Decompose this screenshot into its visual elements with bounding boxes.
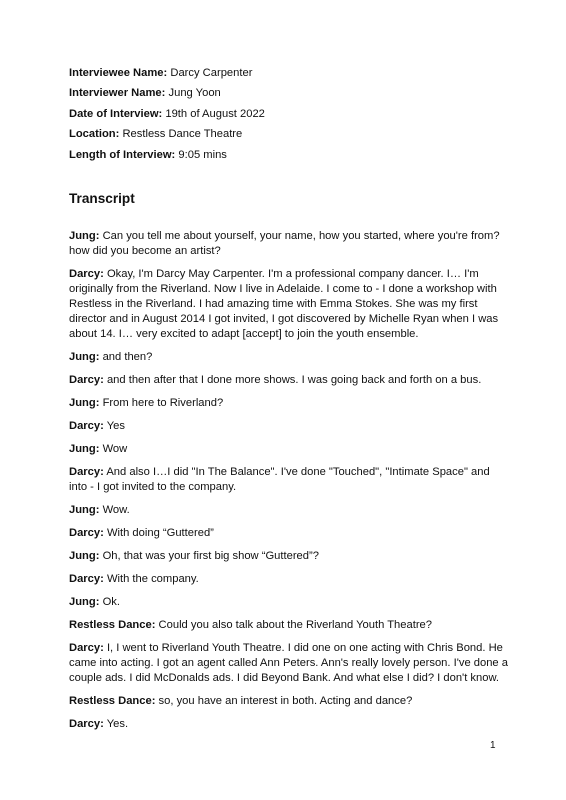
meta-label: Date of Interview: bbox=[69, 107, 163, 120]
transcript-turn bbox=[69, 618, 509, 633]
speaker-label: Darcy: bbox=[69, 466, 104, 478]
meta-value: 19th of August 2022 bbox=[165, 107, 265, 120]
speaker-label: Jung: bbox=[69, 504, 100, 516]
meta-value: Restless Dance Theatre bbox=[122, 128, 243, 141]
speaker-label: Darcy: bbox=[69, 420, 104, 432]
utterance: Could you also talk about the Riverland Youth Theatre? bbox=[158, 619, 432, 631]
utterance: Can you tell me about yourself, your name, how you started, where you're from? how did you become an artist? bbox=[69, 230, 500, 257]
page-number: 1 bbox=[490, 740, 496, 751]
meta-location bbox=[69, 127, 265, 147]
transcript-turn bbox=[69, 267, 509, 342]
meta-label: Interviewee Name: bbox=[69, 67, 168, 79]
speaker-label: Darcy: bbox=[69, 718, 104, 730]
transcript-turn bbox=[69, 526, 509, 541]
utterance: Ok. bbox=[102, 596, 120, 608]
utterance: Yes bbox=[106, 420, 125, 432]
transcript-heading: Transcript bbox=[69, 191, 135, 206]
transcript-turn bbox=[69, 572, 509, 587]
transcript-turn bbox=[69, 465, 509, 495]
meta-value: Jung Yoon bbox=[168, 87, 221, 100]
transcript-turn bbox=[69, 350, 509, 365]
utterance: I, I went to Riverland Youth Theatre. I did one on one acting with Chris Bond. He came into acting. I got an agent called Ann Peters. Ann's really lovely person. I've done a couple ads. I did McDonalds ads. I did Beyond Bank. And what else I did? I don't know. bbox=[69, 642, 508, 684]
transcript-turn bbox=[69, 442, 509, 457]
meta-value: Darcy Carpenter bbox=[170, 67, 253, 79]
meta-date bbox=[69, 107, 265, 127]
meta-value: 9:05 mins bbox=[178, 148, 227, 161]
utterance: Yes. bbox=[106, 718, 129, 730]
meta-label: Length of Interview: bbox=[69, 148, 176, 161]
transcript-turn bbox=[69, 419, 509, 434]
speaker-label: Darcy: bbox=[69, 527, 104, 539]
transcript-turn bbox=[69, 373, 509, 388]
transcript-turn bbox=[69, 595, 509, 610]
transcript-turn bbox=[69, 717, 509, 732]
speaker-label: Jung: bbox=[69, 596, 100, 608]
utterance: Okay, I'm Darcy May Carpenter. I'm a professional company dancer. I… I'm originally from the Riverland. Now I live in Adelaide. I come to - I done a workshop with Restless in the Riverland. I had amazing time with Emma Stokes. She was my first director and in August 2014 I got invited, I got discovered by Michelle Ryan when I was about 14. I… very excited to adapt [accept] to join the youth ensemble. bbox=[69, 268, 499, 340]
utterance: With doing “Guttered” bbox=[106, 527, 214, 539]
utterance: From here to Riverland? bbox=[102, 397, 224, 409]
transcript-turn bbox=[69, 641, 509, 686]
speaker-label: Restless Dance: bbox=[69, 695, 156, 707]
utterance: and then after that I done more shows. I was going back and forth on a bus. bbox=[106, 374, 482, 386]
speaker-label: Jung: bbox=[69, 351, 100, 363]
speaker-label: Jung: bbox=[69, 397, 100, 409]
speaker-label: Jung: bbox=[69, 550, 100, 562]
meta-length bbox=[69, 148, 265, 168]
transcript-turn bbox=[69, 396, 509, 411]
speaker-label: Darcy: bbox=[69, 642, 104, 654]
speaker-label: Darcy: bbox=[69, 374, 104, 386]
utterance: Oh, that was your first big show “Guttered”? bbox=[102, 550, 319, 562]
utterance: so, you have an interest in both. Acting and dance? bbox=[158, 695, 413, 707]
utterance: Wow bbox=[102, 443, 128, 455]
interview-metadata bbox=[69, 66, 265, 168]
speaker-label: Jung: bbox=[69, 230, 100, 242]
meta-interviewee bbox=[69, 66, 265, 86]
speaker-label: Jung: bbox=[69, 443, 100, 455]
speaker-label: Darcy: bbox=[69, 573, 104, 585]
utterance: And also I…I did "In The Balance". I've done "Touched", "Intimate Space" and into - I got invited to the company. bbox=[69, 466, 490, 493]
meta-interviewer bbox=[69, 86, 265, 106]
meta-label: Location: bbox=[69, 128, 120, 141]
utterance: With the company. bbox=[106, 573, 199, 585]
transcript-body bbox=[69, 229, 509, 740]
transcript-turn bbox=[69, 694, 509, 709]
meta-label: Interviewer Name: bbox=[69, 87, 166, 100]
utterance: and then? bbox=[102, 351, 153, 363]
utterance: Wow. bbox=[102, 504, 130, 516]
transcript-turn bbox=[69, 503, 509, 518]
transcript-turn bbox=[69, 549, 509, 564]
transcript-turn bbox=[69, 229, 509, 259]
speaker-label: Restless Dance: bbox=[69, 619, 156, 631]
speaker-label: Darcy: bbox=[69, 268, 104, 280]
